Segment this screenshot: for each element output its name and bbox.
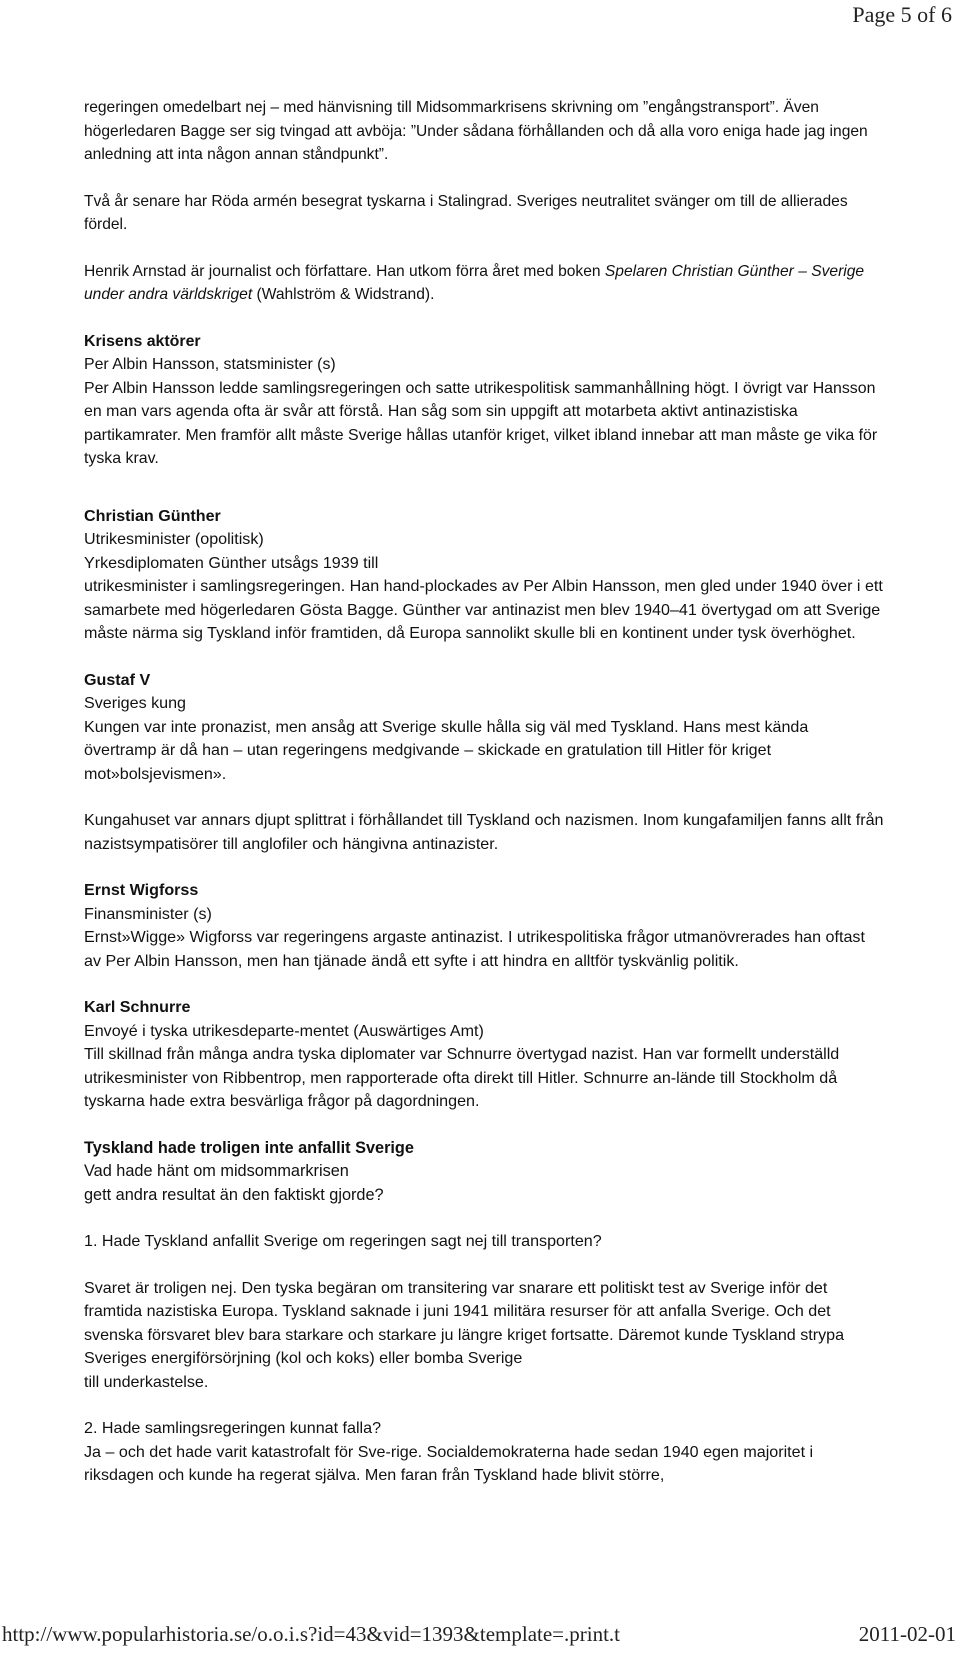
source-url: http://www.popularhistoria.se/o.o.i.s?id=43&vid=1393&template=.print.t [2, 1622, 621, 1646]
actor-name: Karl Schnurre [84, 998, 191, 1016]
question-1: 1. Hade Tyskland anfallit Sverige om regeringen sagt nej till transporten? [84, 1232, 602, 1250]
author-note [84, 260, 884, 307]
actor-role: Envoyé i tyska utrikesdeparte-mentet (Auswärtiges Amt) [84, 1021, 484, 1040]
actor-role: Per Albin Hansson, statsminister (s) [84, 356, 336, 373]
subheading-line: gett andra resultat än den faktiskt gjorde? [84, 1185, 384, 1204]
paragraph-kungahuset: Kungahuset var annars djupt splittrat i förhållandet till Tyskland och nazismen. Inom kungafamiljen fanns allt från nazistsympatisörer till anglofiler och hängivna antinazister. [84, 811, 884, 853]
question-2: 2. Hade samlingsregeringen kunnat falla? [84, 1419, 382, 1437]
answer-2: Ja – och det hade varit katastrofalt för Sve-rige. Socialdemokraterna hade sedan 1940 egen majoritet i riksdagen och kunde ha regerat själva. Men faran från Tyskland hade blivit större, [84, 1442, 814, 1484]
page-number: Page 5 of 6 [852, 2, 952, 27]
print-date: 2011-02-01 [858, 1622, 956, 1646]
actor-name: Ernst Wigforss [84, 881, 199, 899]
answer-text: Svaret är troligen nej. Den tyska begäran om transitering var snarare ett politiskt test av Sverige inför det framtida nazistiska Europa. Tyskland saknade i juni 1941 militära resurser för att anfalla Sverige. Och det svenska försvaret blev bara starkare och starkare ju längre kriget fortsatte. Däremot kunde Tyskland strypa Sveriges energiförsörjning (kol och koks) eller bomba Sverige [84, 1278, 845, 1367]
actor-description: Per Albin Hansson ledde samlingsregeringen och satte utrikespolitisk sammanhållning högt. I övrigt var Hansson en man vars agenda ofta är svår att förstå. Han såg som sin uppgift att motarbeta aktivt antinazistiska partikamrater. Men framför allt måste Sverige hållas utanför kriget, vilket ibland innebar att man måste ge vika för tyska krav. [84, 379, 878, 467]
actor-hansson [84, 330, 884, 471]
book-title: Spelaren Christian Günther – Sverige under andra världskriget [84, 262, 865, 303]
actor-name: Christian Günther [84, 506, 221, 525]
actor-description: Kungen var inte pronazist, men ansåg att Sverige skulle hålla sig väl med Tyskland. Hans mest kända övertramp är då han – utan regeringens medgivande – skickade en gratulation till Hitler för kriget mot»bolsjevismen». [84, 717, 809, 783]
actor-description: utrikesminister i samlingsregeringen. Han hand-plockades av Per Albin Hansson, men gled under 1940 över i ett samarbete med högerledaren Gösta Bagge. Günther var antinazist men blev 1940–41 övertygad om att Sverige måste närma sig Tyskland inför framtiden, då Europa sannolikt skulle bli en kontinent under tysk överhöghet. [84, 577, 883, 642]
actor-schnurre [84, 996, 884, 1114]
section-heading-actors: Krisens aktörer [84, 332, 201, 350]
print-footer [0, 1622, 960, 1654]
paragraph-stalingrad: Två år senare har Röda armén besegrat tyskarna i Stalingrad. Sveriges neutralitet svänger om till de allierades fördel. [84, 192, 848, 233]
actor-description: Ernst»Wigge» Wigforss var regeringens argaste antinazist. I utrikespolitiska frågor utmanövrerades han oftast av Per Albin Hansson, men han tjänade ändå ett syfte i att hindra en alltför tyskvänlig politik. [84, 928, 865, 970]
actor-gustaf [84, 669, 884, 787]
section-heading-counterfactual: Tyskland hade troligen inte anfallit Sverige [84, 1138, 414, 1157]
actor-gunther [84, 505, 884, 646]
actor-role: Finansminister (s) [84, 904, 212, 923]
answer-text-end: till underkastelse. [84, 1372, 209, 1391]
counterfactual-intro [84, 1137, 884, 1208]
actor-description-intro: Yrkesdiplomaten Günther utsågs 1939 till [84, 553, 379, 572]
actor-role: Utrikesminister (opolitisk) [84, 530, 264, 548]
subheading-line: Vad hade hänt om midsommarkrisen [84, 1162, 349, 1180]
actor-name: Gustaf V [84, 670, 151, 689]
author-note-text: Henrik Arnstad är journalist och författare. Han utkom förra året med boken [84, 262, 605, 280]
publisher: (Wahlström & Widstrand). [252, 286, 435, 303]
paragraph-midsommarkris: regeringen omedelbart nej – med hänvisning till Midsommarkrisens skrivning om ”engångstransport”. Även högerledaren Bagge ser sig tvingad att avböja: ”Under sådana förhållanden och då alla voro eniga hade jag ingen anledning att inta någon annan ståndpunkt”. [84, 99, 868, 163]
answer-1 [84, 1277, 884, 1395]
actor-description: Till skillnad från många andra tyska diplomater var Schnurre övertygad nazist. Han var formellt underställd utrikesminister von Ribbentrop, men rapporterade ofta direkt till Hitler. Schnurre an-lände till Stockholm då tyskarna hade extra besvärliga frågor på dagordningen. [84, 1045, 840, 1110]
article-body [84, 96, 884, 1488]
actor-wigforss [84, 879, 884, 973]
actor-role: Sveriges kung [84, 694, 186, 712]
question-2-block [84, 1417, 884, 1488]
